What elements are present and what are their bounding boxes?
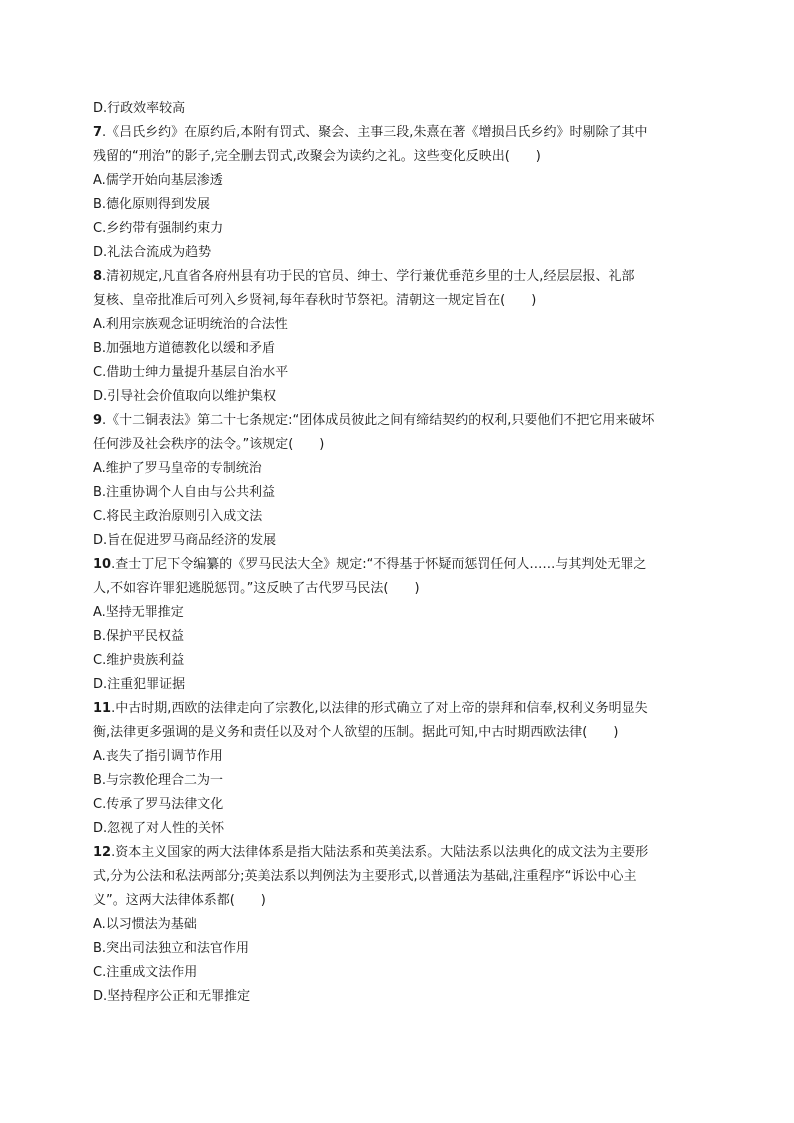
option-d-previous: D.行政效率较高 (93, 101, 186, 116)
answer-option: C.借助士绅力量提升基层自治水平 (93, 365, 289, 380)
question-8 (93, 265, 705, 409)
answer-option: C.乡约带有强制约束力 (93, 221, 224, 236)
answer-option: C.将民主政治原则引入成文法 (93, 509, 263, 524)
answer-option: D.注重犯罪证据 (93, 677, 186, 692)
question-stem-text: .资本主义国家的两大法律体系是指大陆法系和英美法系。大陆法系以法典化的成文法为主要形 (111, 845, 649, 860)
answer-option: B.德化原则得到发展 (93, 197, 211, 212)
answer-option: D.忽视了对人性的关怀 (93, 821, 225, 836)
question-stem-text: 残留的“刑治”的影子,完全删去罚式,改聚会为读约之礼。这些变化反映出( ) (93, 149, 541, 164)
question-10 (93, 553, 705, 697)
answer-option: B.注重协调个人自由与公共利益 (93, 485, 276, 500)
question-stem-line (93, 433, 705, 457)
question-stem-line (93, 289, 705, 313)
answer-option: A.丧失了指引调节作用 (93, 749, 223, 764)
answer-option: D.坚持程序公正和无罪推定 (93, 989, 251, 1004)
question-list (93, 121, 705, 1009)
question-number: 7 (93, 125, 103, 140)
question-stem-line (93, 553, 705, 577)
question-stem-line (93, 409, 705, 433)
question-number: 9 (93, 413, 103, 428)
answer-option: B.加强地方道德教化以缓和矛盾 (93, 341, 276, 356)
question-stem-text: .中古时期,西欧的法律走向了宗教化,以法律的形式确立了对上帝的崇拜和信奉,权利义务明显失 (111, 701, 648, 716)
answer-option: A.儒学开始向基层渗透 (93, 173, 223, 188)
answer-option: B.与宗教伦理合二为一 (93, 773, 224, 788)
question-stem-text: .《吕氏乡约》在原约后,本附有罚式、聚会、主事三段,朱熹在著《增损吕氏乡约》时剔除了其中 (102, 125, 648, 140)
question-stem-text: 复核、皇帝批准后可列入乡贤祠,每年春秋时节祭祀。清朝这一规定旨在( ) (93, 293, 537, 308)
question-stem-line (93, 145, 705, 169)
question-stem-text: 人,不如容许罪犯逃脱惩罚。”这反映了古代罗马民法( ) (93, 581, 420, 596)
answer-option: A.坚持无罪推定 (93, 605, 184, 620)
answer-option: D.旨在促进罗马商品经济的发展 (93, 533, 277, 548)
question-7 (93, 121, 705, 265)
question-9 (93, 409, 705, 553)
question-stem-line (93, 697, 705, 721)
question-number: 10 (93, 557, 112, 572)
question-stem-line (93, 265, 705, 289)
question-stem-text: 任何涉及社会秩序的法令。”该规定( ) (93, 437, 325, 452)
answer-option: B.突出司法独立和法官作用 (93, 941, 250, 956)
answer-option: B.保护平民权益 (93, 629, 185, 644)
question-number: 12 (93, 845, 112, 860)
question-stem-line (93, 865, 705, 889)
question-12 (93, 841, 705, 1009)
answer-option: C.传承了罗马法律文化 (93, 797, 224, 812)
question-stem-line (93, 841, 705, 865)
answer-option: C.注重成文法作用 (93, 965, 198, 980)
question-stem-text: 式,分为公法和私法两部分;英美法系以判例法为主要形式,以普通法为基础,注重程序“诉讼中心主 (93, 869, 637, 884)
question-stem-text: .《十二铜表法》第二十七条规定:“团体成员彼此之间有缔结契约的权利,只要他们不把它用来破坏 (102, 413, 655, 428)
answer-option: D.引导社会价值取向以维护集权 (93, 389, 277, 404)
answer-option: A.以习惯法为基础 (93, 917, 197, 932)
question-stem-text: 义”。这两大法律体系都( ) (93, 893, 266, 908)
question-stem-text: .清初规定,凡直省各府州县有功于民的官员、绅士、学行兼优垂范乡里的士人,经层层报、礼部 (102, 269, 635, 284)
answer-option: D.礼法合流成为趋势 (93, 245, 212, 260)
question-stem-line (93, 889, 705, 913)
question-stem-line (93, 577, 705, 601)
question-number: 8 (93, 269, 103, 284)
question-stem-line (93, 121, 705, 145)
answer-option: A.维护了罗马皇帝的专制统治 (93, 461, 262, 476)
question-stem-text: 衡,法律更多强调的是义务和责任以及对个人欲望的压制。据此可知,中古时期西欧法律( ) (93, 725, 619, 740)
question-number: 11 (93, 701, 112, 716)
question-11 (93, 697, 705, 841)
answer-option: C.维护贵族利益 (93, 653, 185, 668)
document-page (93, 97, 705, 1009)
question-stem-text: .查士丁尼下令编纂的《罗马民法大全》规定:“不得基于怀疑而惩罚任何人……与其判处无罪之 (111, 557, 647, 572)
question-stem-line (93, 721, 705, 745)
answer-option: A.利用宗族观念证明统治的合法性 (93, 317, 288, 332)
